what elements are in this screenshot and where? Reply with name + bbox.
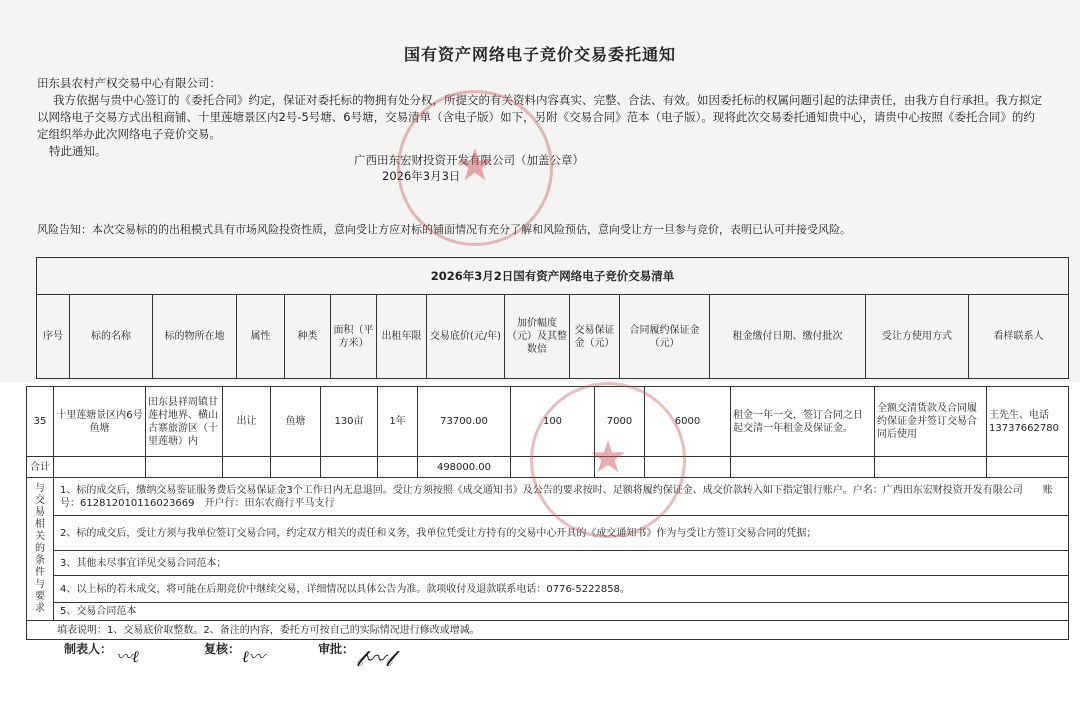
body-line-2: 以网络电子交易方式出租商铺、十里莲塘景区内2号-5号塘、6号塘，交易清单（含电子版）如下，另附《交易合同》范本（电子版）。现将此次交易委托通知贵中心，请贵中心按照《委托合同》的约 [37, 110, 1035, 124]
table-title: 2026年3月2日国有资产网络电子竞价交易清单 [37, 258, 1069, 295]
preparer-label: 制表人： [64, 642, 113, 656]
condition-3: 3、其他未尽事宜详见交易合同范本； [54, 551, 1069, 576]
table-header-cell: 租金缴付日期、缴付批次 [710, 295, 866, 379]
auction-list-table-header [36, 257, 1069, 379]
table-header-cell: 加价幅度（元）及其整数倍 [505, 295, 570, 379]
preparer-signature: 〰ℓ [116, 647, 139, 666]
fill-instructions: 填表说明：1、交易底价取整数。2、备注的内容，委托方可按自己的实际情况进行修改或增减。 [27, 621, 1069, 640]
cell-location: 田东县祥周镇甘莲村地界、横山古寨旅游区（十里莲塘）内 [146, 387, 223, 457]
addressee: 田东县农村产权交易中心有限公司： [37, 76, 221, 90]
table-header-cell: 标的物所在地 [153, 295, 237, 379]
seal-star-icon: ★ [588, 431, 628, 483]
total-value: 498000.00 [418, 457, 511, 478]
cell-index: 35 [27, 387, 54, 457]
conditions-side-label: 与交易相关的条件与要求 [27, 478, 54, 621]
table-header-cell: 合同履约保证金（元） [620, 295, 710, 379]
table-header-cell: 属性 [237, 295, 285, 379]
table-header-cell: 序号 [37, 295, 70, 379]
special-notice: 特此通知。 [49, 144, 107, 158]
body-line-1: 我方依据与贵中心签订的《委托合同》约定，保证对委托标的物拥有处分权，所提交的有关资料内容真实、完整、合法、有效。如因委托标的权属问题引起的法律责任，由我方自行承担。我方拟定 [53, 93, 1042, 107]
cell-payment-schedule: 租金一年一交，签订合同之日起交清一年租金及保证金。 [731, 387, 875, 457]
cell-item-name: 十里莲塘景区内6号鱼塘 [54, 387, 146, 457]
cell-contact: 王先生、电话13737662780 [987, 387, 1069, 457]
reviewer-signature: ℓ〰 [242, 647, 265, 666]
table-header-cell: 受让方使用方式 [866, 295, 969, 379]
notice-title: 国有资产网络电子竞价交易委托通知 [403, 45, 676, 64]
condition-1-line-1: 1、标的成交后，缴纳交易鉴证服务费后交易保证金3个工作日内无息退回。受让方须按照《成交通知书》及公告的要求按时、足额将履约保证金、成交价款转入如下指定银行账户。户名：广西田东宏财投资开发有限公司 账 [60, 484, 1053, 496]
cell-lease-term: 1年 [378, 387, 418, 457]
company-seal-2 [530, 382, 686, 538]
approver-label: 审批： [318, 642, 355, 656]
table-header-cell: 看样联系人 [969, 295, 1069, 379]
list-section [0, 386, 1080, 706]
condition-5: 5、交易合同范本 [54, 603, 1069, 621]
company-name: 广西田东宏财投资开发有限公司（加盖公章） [354, 153, 584, 167]
cell-reserve-price: 73700.00 [418, 387, 511, 457]
condition-1-line-2: 号：612812010116023669 开户行：田东农商行平马支行 [60, 497, 335, 509]
notice-date: 2026年3月3日 [382, 169, 461, 183]
company-seal [397, 90, 553, 246]
cell-area: 130亩 [321, 387, 378, 457]
seal-star-icon: ★ [455, 139, 495, 191]
cell-type: 鱼塘 [271, 387, 321, 457]
cell-attribute: 出让 [223, 387, 271, 457]
table-header-cell: 交易底价(元/年) [427, 295, 505, 379]
table-header-cell: 面积（平方米） [331, 295, 377, 379]
total-label: 合计 [27, 457, 54, 478]
table-header-cell: 出租年限 [377, 295, 427, 379]
reviewer-label: 复核： [204, 642, 241, 656]
cell-performance-bond: 6000 [645, 387, 731, 457]
table-header-cell: 标的名称 [70, 295, 153, 379]
cell-usage: 全额交清货款及合同履约保证金并签订交易合同后使用 [875, 387, 987, 457]
risk-statement: 风险告知：本次交易标的的出租模式具有市场风险投资性质，意向受让方应对标的铺面情况有充分了解和风险预估，意向受让方一旦参与竞价，表明已认可并接受风险。 [37, 223, 851, 236]
table-header-cell: 交易保证金（元） [570, 295, 620, 379]
condition-2: 2、标的成交后，受让方须与我单位签订交易合同，约定双方相关的责任和义务，我单位凭受让方持有的交易中心开具的《成交通知书》作为与受让方签订交易合同的凭据； [54, 516, 1069, 551]
approver-signature: 𝓁〰𝓁 [356, 647, 393, 672]
body-line-3: 定组织举办此次网络电子竞价交易。 [37, 127, 221, 141]
cell-increment: 100 [511, 387, 595, 457]
cell-deposit: 7000 [595, 387, 645, 457]
table-header-cell: 种类 [285, 295, 331, 379]
condition-4: 4、以上标的若未成交，将可能在后期竞价中继续交易，详细情况以具体公告为准。款项收付及退款联系电话：0776-5222858。 [54, 576, 1069, 603]
